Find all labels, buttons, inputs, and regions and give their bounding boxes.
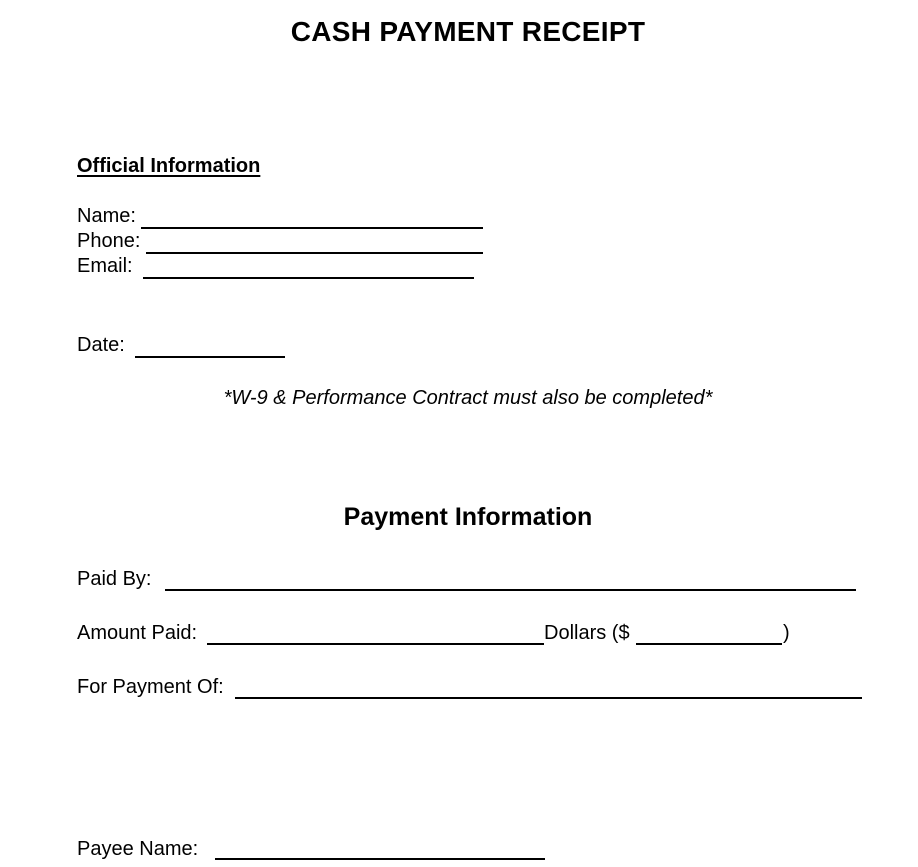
dollars-amount-field-line[interactable] [636, 643, 782, 645]
phone-label: Phone: [77, 230, 141, 252]
paid-by-label: Paid By: [77, 568, 152, 590]
dollars-label: Dollars ($ [544, 622, 630, 644]
amount-paid-field-line[interactable] [207, 643, 544, 645]
name-label: Name: [77, 205, 136, 227]
requirement-note: *W-9 & Performance Contract must also be completed* [223, 387, 713, 409]
dollars-close-paren: ) [783, 622, 790, 644]
name-field-line[interactable] [141, 227, 483, 229]
date-field-line[interactable] [135, 356, 285, 358]
receipt-title: CASH PAYMENT RECEIPT [290, 16, 646, 47]
official-information-heading: Official Information [77, 155, 261, 177]
payee-name-field-line[interactable] [215, 858, 545, 860]
payment-information-heading: Payment Information [343, 503, 593, 531]
payee-name-label: Payee Name: [77, 838, 199, 860]
email-field-line[interactable] [143, 277, 474, 279]
amount-paid-label: Amount Paid: [77, 622, 198, 644]
for-payment-of-field-line[interactable] [235, 697, 862, 699]
for-payment-of-label: For Payment Of: [77, 676, 224, 698]
date-label: Date: [77, 334, 125, 356]
paid-by-field-line[interactable] [165, 589, 856, 591]
phone-field-line[interactable] [146, 252, 483, 254]
email-label: Email: [77, 255, 133, 277]
